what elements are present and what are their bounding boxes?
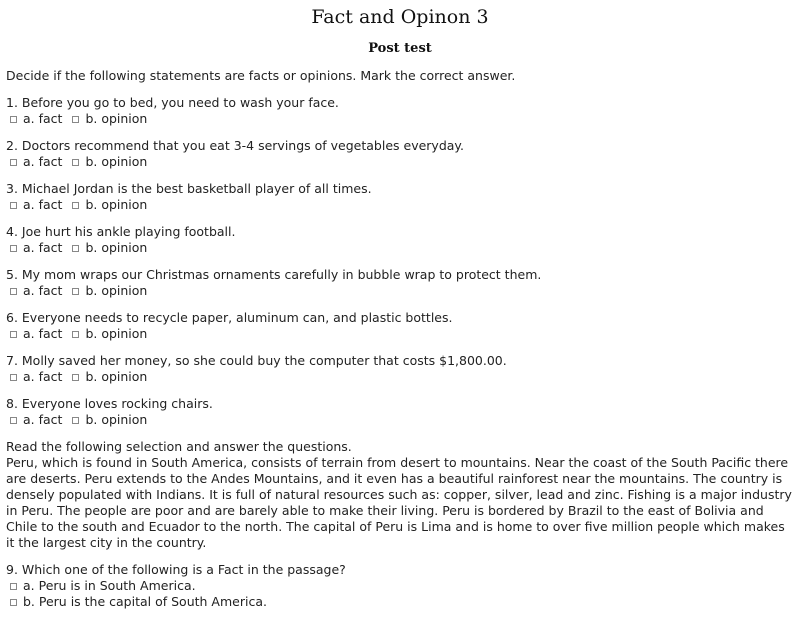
- checkbox[interactable]: [72, 331, 79, 338]
- checkbox[interactable]: [10, 417, 17, 424]
- option-fact[interactable]: [6, 240, 62, 256]
- quiz-content: [6, 68, 794, 621]
- checkbox[interactable]: [10, 331, 17, 338]
- option-label: a. fact: [23, 111, 63, 126]
- option-fact[interactable]: [6, 197, 62, 213]
- checkbox[interactable]: [10, 202, 17, 209]
- option-label: b. opinion: [85, 240, 148, 255]
- option-b[interactable]: [6, 594, 788, 610]
- option-label: b. opinion: [85, 326, 148, 341]
- question-5: [6, 267, 794, 299]
- option-label: b. opinion: [85, 412, 148, 427]
- answer-options: [6, 154, 794, 170]
- option-label: b. opinion: [85, 283, 148, 298]
- question-text: 2. Doctors recommend that you eat 3-4 servings of vegetables everyday.: [6, 138, 465, 153]
- question-9: [6, 562, 794, 610]
- option-opinion[interactable]: [68, 154, 147, 170]
- answer-options: [6, 326, 794, 342]
- option-label: a. fact: [23, 283, 63, 298]
- option-label: a. fact: [23, 412, 63, 427]
- question-text: 5. My mom wraps our Christmas ornaments carefully in bubble wrap to protect them.: [6, 267, 542, 282]
- instructions-text: Decide if the following statements are facts or opinions. Mark the correct answer.: [6, 68, 516, 83]
- reading-instruction: Read the following selection and answer the questions.: [6, 439, 352, 454]
- option-opinion[interactable]: [68, 240, 147, 256]
- option-label: a. Peru is in South America.: [23, 578, 196, 593]
- checkbox[interactable]: [72, 417, 79, 424]
- question-text: 3. Michael Jordan is the best basketball player of all times.: [6, 181, 372, 196]
- reading-section: [6, 439, 794, 551]
- checkbox[interactable]: [10, 159, 17, 166]
- option-fact[interactable]: [6, 326, 62, 342]
- question-text: 7. Molly saved her money, so she could buy the computer that costs $1,800.00.: [6, 353, 507, 368]
- option-fact[interactable]: [6, 111, 62, 127]
- checkbox[interactable]: [72, 159, 79, 166]
- checkbox[interactable]: [10, 288, 17, 295]
- answer-options: [6, 283, 794, 299]
- checkbox[interactable]: [10, 116, 17, 123]
- question-3: [6, 181, 794, 213]
- question-8: [6, 396, 794, 428]
- option-opinion[interactable]: [68, 197, 147, 213]
- option-label: a. fact: [23, 369, 63, 384]
- question-text: 1. Before you go to bed, you need to wash your face.: [6, 95, 339, 110]
- checkbox[interactable]: [10, 583, 17, 590]
- option-a[interactable]: [6, 578, 788, 594]
- option-opinion[interactable]: [68, 326, 147, 342]
- question-4: [6, 224, 794, 256]
- checkbox[interactable]: [10, 374, 17, 381]
- question-1: [6, 95, 794, 127]
- option-label: b. opinion: [85, 111, 148, 126]
- answer-options: [6, 412, 794, 428]
- checkbox[interactable]: [72, 374, 79, 381]
- option-fact[interactable]: [6, 154, 62, 170]
- answer-options: [6, 240, 794, 256]
- option-label: b. opinion: [85, 197, 148, 212]
- checkbox[interactable]: [72, 288, 79, 295]
- checkbox[interactable]: [72, 202, 79, 209]
- option-label: a. fact: [23, 240, 63, 255]
- question-7: [6, 353, 794, 385]
- option-fact[interactable]: [6, 412, 62, 428]
- question-text: 6. Everyone needs to recycle paper, aluminum can, and plastic bottles.: [6, 310, 453, 325]
- checkbox[interactable]: [72, 116, 79, 123]
- question-text: 4. Joe hurt his ankle playing football.: [6, 224, 236, 239]
- question-text: 8. Everyone loves rocking chairs.: [6, 396, 213, 411]
- option-fact[interactable]: [6, 369, 62, 385]
- question-text: 9. Which one of the following is a Fact in the passage?: [6, 562, 346, 577]
- page-subtitle: Post test: [368, 41, 432, 56]
- option-label: a. fact: [23, 154, 63, 169]
- option-label: a. fact: [23, 326, 63, 341]
- answer-options: [6, 369, 794, 385]
- answer-options: [6, 111, 794, 127]
- page-title: Fact and Opinon 3: [311, 6, 489, 28]
- option-label: b. opinion: [85, 154, 148, 169]
- option-label: a. fact: [23, 197, 63, 212]
- option-opinion[interactable]: [68, 412, 147, 428]
- option-opinion[interactable]: [68, 283, 147, 299]
- checkbox[interactable]: [72, 245, 79, 252]
- question-2: [6, 138, 794, 170]
- option-label: b. Peru is the capital of South America.: [23, 594, 267, 609]
- option-fact[interactable]: [6, 283, 62, 299]
- checkbox[interactable]: [10, 245, 17, 252]
- reading-passage: Peru, which is found in South America, consists of terrain from desert to mountains. Near the coast of the South Pacific there are deserts. Peru extends to the Andes Mountains, and it even has a beautiful rainforest near the mountains. The country is densely populated with Indians. It is full of natural resources such as: copper, silver, lead and zinc. Fishing is a major industry in Peru. The people are poor and are barely able to make their living. Peru is bordered by Brazil to the east of Bolivia and Chile to the south and Ecuador to the north. The capital of Peru is Lima and is home to over five million people which makes it the largest city in the country.: [6, 455, 792, 550]
- answer-options: [6, 197, 794, 213]
- option-opinion[interactable]: [68, 111, 147, 127]
- question-6: [6, 310, 794, 342]
- option-label: b. opinion: [85, 369, 148, 384]
- option-opinion[interactable]: [68, 369, 147, 385]
